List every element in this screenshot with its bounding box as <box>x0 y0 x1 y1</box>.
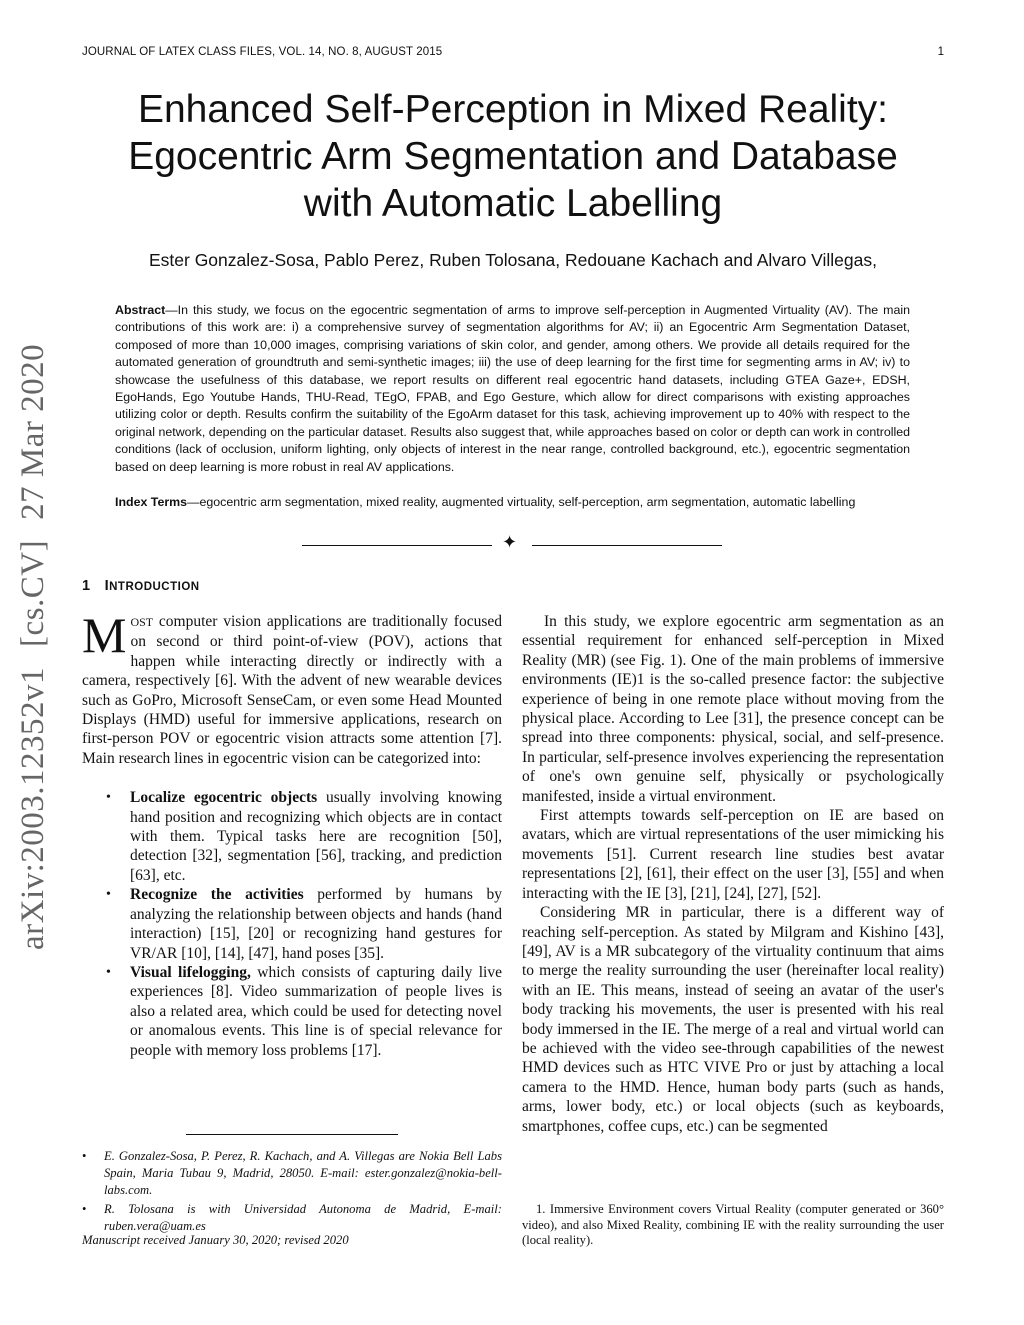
paragraph: In this study, we explore egocentric arm segmentation as an essential requirement for enhanced self-perception in Mixed Reality (MR) (see Fig. 1). One of the main problems of immersive environments (IE)1 is the so-called presence factor: the subjective experience of being in one remote place without moving from the physical place. According to Lee [31], the presence concept can be spread into three components: physical, social, and self-presence. In particular, self-presence involves experiencing the representation of one's own genuine self, physically or psychologically manifested, inside a virtual environment. <box>522 613 944 805</box>
drop-cap: M <box>82 607 127 663</box>
section-title-first: I <box>104 578 110 594</box>
title-line-2: Egocentric Arm Segmentation and Database <box>128 135 898 178</box>
title-line-1: Enhanced Self-Perception in Mixed Reality: <box>137 88 889 131</box>
running-header: JOURNAL OF LATEX CLASS FILES, VOL. 14, NO. 8, AUGUST 2015 <box>82 46 443 58</box>
left-column <box>82 607 502 1060</box>
arxiv-sidebar <box>15 343 59 950</box>
first-word: OST <box>130 615 154 629</box>
list-item-title: Localize egocentric objects <box>130 789 318 807</box>
manuscript-received: Manuscript received January 30, 2020; revised 2020 <box>82 1233 349 1247</box>
star-icon: ✦ <box>502 532 518 553</box>
footnote: 1. Immersive Environment covers Virtual Reality (computer generated or 360° video), and also Mixed Reality, combining IE with the reality surrounding the user (local reality). <box>522 1202 944 1248</box>
intro-text: computer vision applications are traditionally focused on second or third point-of-view (POV), actions that happen while interacting directly or indirectly with a camera, respectively [6]. With the advent of new wearable devices such as GoPro, Microsoft SenseCam, or even some Head Mounted Displays (HMD) useful for immersive applications, research on first-person POV or egocentric vision attracts some attention [7]. Main research lines in egocentric vision can be categorized into: <box>82 613 502 767</box>
index-terms-text: —egocentric arm segmentation, mixed reality, augmented virtuality, self-perception, arm segmentation, automatic labelling <box>187 495 856 509</box>
list-item-text: performed by humans by analyzing the relationship between objects and hands (hand interaction) [15], [20] or recognizing hand gestures for VR/AR [10], [14], [47], hand poses [35]. <box>130 886 502 962</box>
intro-paragraph <box>82 607 502 768</box>
section-heading <box>82 578 200 594</box>
section-title-rest: NTRODUCTION <box>109 581 200 593</box>
paragraph: First attempts towards self-perception on IE are based on avatars, which are virtual representations of the user mimicking his movements [51]. Current research line studies best avatar representations [2], [61], their effect on the user [3], [55] and when interacting with the IE [3], [21], [24], [27], [52]. <box>522 807 944 902</box>
research-lines-list <box>82 788 502 1060</box>
paragraph: Considering MR in particular, there is a different way of reaching self-perception. As stated by Milgram and Kishino [43], [49], AV is a MR subcategory of the virtuality continuum that aims to merge the reality surrounding the user (hereinafter local reality) with an IE. This means, instead of seeing an avatar of the user's body tracking his movements, the user is presented with his real body immersed in the IE. The merge of a real and virtual world can be achieved with the video see-through capabilities of the newest HMD devices such as HTC VIVE Pro or just by attaching a local camera to the HMD. Hence, human body parts (such as hands, arms, lower body, etc.) or local objects (such as keyboards, smartphones, coffee cups, etc.) can be segmented <box>522 904 944 1135</box>
affiliation-item: • E. Gonzalez-Sosa, P. Perez, R. Kachach, and A. Villegas are Nokia Bell Labs Spain, Maria Tubau 9, Madrid, 28050. E-mail: ester.gonzalez@nokia-bell-labs.com. <box>104 1148 502 1199</box>
list-item-title: Visual lifelogging, <box>130 963 251 981</box>
author-list: Ester Gonzalez-Sosa, Pablo Perez, Ruben Tolosana, Redouane Kachach and Alvaro Villegas, <box>148 250 877 270</box>
right-column <box>522 612 944 1136</box>
arxiv-category: [cs.CV] <box>15 539 51 647</box>
footnote-separator <box>186 1134 398 1135</box>
index-terms <box>115 494 910 511</box>
abstract <box>115 302 910 476</box>
arxiv-id[interactable]: arXiv:2003.12352v1 <box>15 666 51 950</box>
affiliations <box>82 1148 502 1237</box>
list-item-title: Recognize the activities <box>130 886 304 904</box>
section-divider <box>302 532 722 555</box>
list-item-text: usually involving knowing hand position and recognizing which objects are in contact with them. Typical tasks here are recognition [50], detection [32], segmentation [56], tracking, and prediction [63], etc. <box>130 789 502 884</box>
title-line-3: with Automatic Labelling <box>303 182 723 225</box>
arxiv-date: 27 Mar 2020 <box>15 343 51 520</box>
paper-title <box>90 86 936 227</box>
list-item <box>130 788 502 885</box>
page-number: 1 <box>937 46 944 58</box>
list-item-text: which consists of capturing daily live experiences [8]. Video summarization of people lives is also a related area, which could be used for detecting novel or anomalous events. This line is of special relevance for people with memory loss problems [17]. <box>130 963 502 1059</box>
index-terms-label: Index Terms <box>115 495 188 509</box>
section-number: 1 <box>82 578 91 594</box>
affiliation-item: • R. Tolosana is with Universidad Autonoma de Madrid, E-mail: ruben.vera@uam.es <box>104 1201 502 1235</box>
divider-line-left <box>302 545 492 546</box>
list-item <box>130 885 502 963</box>
divider-line-right <box>532 545 722 546</box>
list-item <box>130 963 502 1060</box>
abstract-label: Abstract <box>115 303 166 317</box>
abstract-text: —In this study, we focus on the egocentric segmentation of arms to improve self-perception in Augmented Virtuality (AV). The main contributions of this work are: i) a comprehensive survey of segmentation algorithms for AV; ii) an Egocentric Arm Segmentation Dataset, composed of more than 10,000 images, comprising variations of skin color, and gender, among others. We provide all details required for the automated generation of groundtruth and semi-synthetic images; iii) the use of deep learning for the first time for segmenting arms in AV; iv) to showcase the usefulness of this database, we report results on different real egocentric hand datasets, including GTEA Gaze+, EDSH, EgoHands, Ego Youtube Hands, THU-Read, TEgO, FPAB, and Ego Gesture, which allow for direct comparisons with existing approaches utilizing color or depth. Results confirm the suitability of the EgoArm dataset for this task, achieving improvement up to 40% with respect to the original network, depending on the particular dataset. Results also suggest that, while approaches based on color or depth can work in controlled conditions (lack of occlusion, uniform lighting, only objects of interest in the near range, controlled background, etc.), egocentric segmentation based on deep learning is more robust in real AV applications. <box>115 303 910 474</box>
